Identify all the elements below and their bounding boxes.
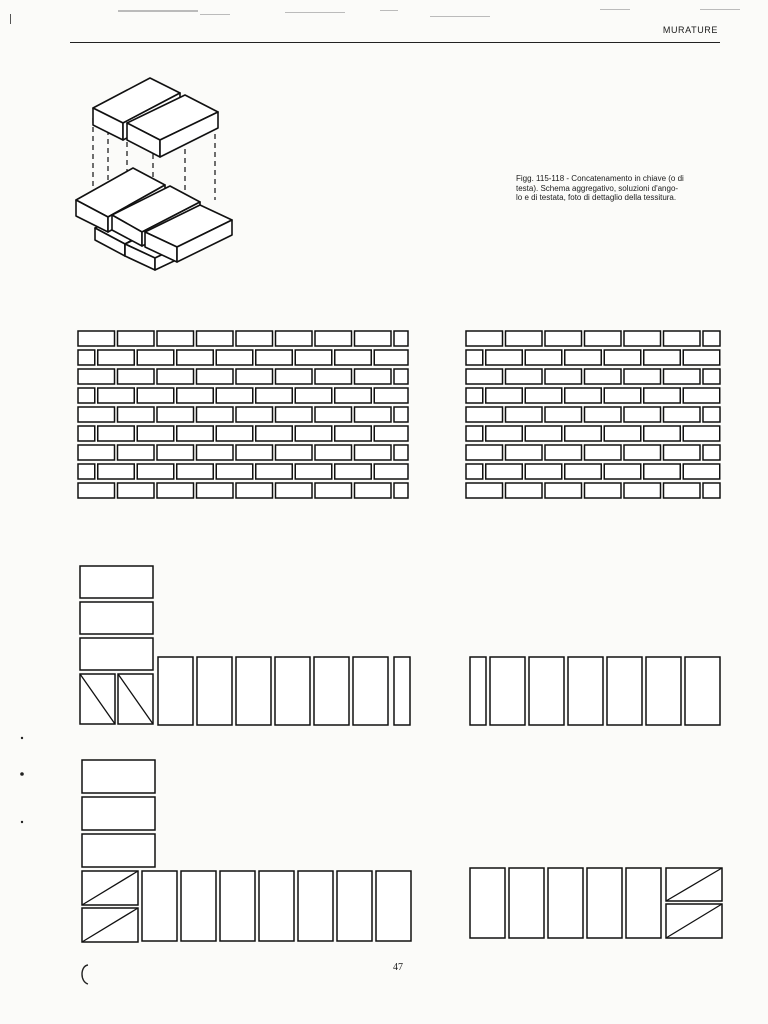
brick xyxy=(82,834,155,867)
wall-brick xyxy=(177,426,214,441)
wall-brick xyxy=(644,350,681,365)
wall-brick xyxy=(236,369,273,384)
wall-brick xyxy=(78,350,95,365)
wall-brick xyxy=(525,464,562,479)
wall-brick xyxy=(295,464,332,479)
wall-brick xyxy=(98,464,135,479)
wall-brick xyxy=(98,426,135,441)
caption-line: lo e di testata, foto di dettaglio della tessitura. xyxy=(516,193,677,202)
wall-brick xyxy=(295,350,332,365)
wall-brick xyxy=(315,445,352,460)
brick xyxy=(298,871,333,941)
wall-brick xyxy=(624,445,661,460)
wall-brick xyxy=(466,388,483,403)
wall-brick xyxy=(604,350,641,365)
wall-brick xyxy=(137,464,174,479)
wall-brick xyxy=(197,331,234,346)
wall-brick xyxy=(565,388,602,403)
wall-brick xyxy=(256,426,293,441)
wall-brick xyxy=(644,426,681,441)
wall-brick xyxy=(236,331,273,346)
wall-brick xyxy=(525,388,562,403)
wall-brick xyxy=(236,407,273,422)
wall-brick xyxy=(335,388,372,403)
brick xyxy=(353,657,388,725)
wall-brick xyxy=(545,369,582,384)
wall-brick xyxy=(355,331,392,346)
brick xyxy=(607,657,642,725)
wall-brick xyxy=(78,464,95,479)
wall-brick xyxy=(177,388,214,403)
wall-brick xyxy=(315,331,352,346)
brick xyxy=(646,657,681,725)
wall-brick xyxy=(486,426,523,441)
margin-mark-curve xyxy=(82,965,88,984)
wall-brick xyxy=(157,331,194,346)
wall-brick xyxy=(157,369,194,384)
wall-brick xyxy=(197,483,234,498)
brick xyxy=(470,657,486,725)
isometric-figure xyxy=(76,78,232,270)
wall-brick xyxy=(664,445,701,460)
wall-brick xyxy=(506,483,543,498)
wall-brick xyxy=(355,369,392,384)
wall-brick xyxy=(295,426,332,441)
wall-brick xyxy=(604,426,641,441)
wall-brick xyxy=(466,464,483,479)
wall-brick xyxy=(683,426,720,441)
wall-brick xyxy=(664,331,701,346)
wall-brick xyxy=(118,331,155,346)
brick xyxy=(394,657,410,725)
wall-brick xyxy=(466,426,483,441)
wall-brick xyxy=(335,426,372,441)
wall-brick xyxy=(394,369,408,384)
wall-brick xyxy=(78,483,115,498)
wall-brick xyxy=(216,464,253,479)
wall-brick xyxy=(157,407,194,422)
wall-brick xyxy=(624,483,661,498)
wall-brick xyxy=(585,483,622,498)
brick xyxy=(587,868,622,938)
brick xyxy=(82,760,155,793)
wall-brick xyxy=(78,369,115,384)
wall-brick xyxy=(664,369,701,384)
wall-brick xyxy=(506,407,543,422)
brick xyxy=(626,868,661,938)
wall-brick xyxy=(545,407,582,422)
wall-brick xyxy=(335,350,372,365)
wall-brick xyxy=(394,331,408,346)
brick xyxy=(548,868,583,938)
brick xyxy=(259,871,294,941)
end-plan-b xyxy=(470,868,722,938)
wall-brick xyxy=(525,426,562,441)
wall-brick xyxy=(276,331,313,346)
wall-brick xyxy=(216,350,253,365)
wall-brick xyxy=(664,407,701,422)
wall-brick xyxy=(506,445,543,460)
wall-brick xyxy=(545,445,582,460)
page-number: 47 xyxy=(393,962,403,973)
wall-brick xyxy=(703,483,720,498)
brick xyxy=(529,657,564,725)
brick xyxy=(80,638,153,670)
wall-brick xyxy=(355,483,392,498)
wall-brick xyxy=(644,388,681,403)
wall-brick xyxy=(466,331,503,346)
brick xyxy=(82,797,155,830)
wall-brick xyxy=(486,350,523,365)
wall-brick xyxy=(256,350,293,365)
wall-brick xyxy=(624,331,661,346)
wall-brick xyxy=(78,426,95,441)
wall-brick xyxy=(545,483,582,498)
wall-brick xyxy=(118,369,155,384)
wall-brick xyxy=(374,350,408,365)
wall-brick xyxy=(98,350,135,365)
wall-brick xyxy=(236,445,273,460)
wall-brick xyxy=(177,350,214,365)
wall-brick xyxy=(118,483,155,498)
wall-brick xyxy=(236,483,273,498)
brick xyxy=(80,566,153,598)
wall-brick xyxy=(565,350,602,365)
wall-brick xyxy=(703,407,720,422)
brick xyxy=(314,657,349,725)
wall-brick xyxy=(466,483,503,498)
wall-brick xyxy=(315,483,352,498)
brick xyxy=(490,657,525,725)
brick xyxy=(181,871,216,941)
wall-brick xyxy=(374,426,408,441)
brick xyxy=(80,602,153,634)
wall-brick xyxy=(466,369,503,384)
end-plan-a xyxy=(470,657,720,725)
wall-brick xyxy=(565,426,602,441)
corner-plan-a xyxy=(80,566,410,725)
brick xyxy=(275,657,310,725)
wall-brick xyxy=(585,407,622,422)
wall-brick xyxy=(256,464,293,479)
margin-marks xyxy=(20,737,24,823)
wall-brick xyxy=(157,445,194,460)
wall-brick xyxy=(506,369,543,384)
wall-brick xyxy=(157,483,194,498)
wall-brick xyxy=(295,388,332,403)
wall-brick xyxy=(256,388,293,403)
wall-brick xyxy=(585,369,622,384)
wall-brick xyxy=(276,369,313,384)
wall-brick xyxy=(276,407,313,422)
wall-brick xyxy=(137,388,174,403)
wall-brick xyxy=(355,407,392,422)
wall-brick xyxy=(604,464,641,479)
wall-brick xyxy=(78,407,115,422)
section-title: MURATURE xyxy=(662,25,718,35)
wall-brick xyxy=(276,483,313,498)
wall-brick xyxy=(78,331,115,346)
wall-brick xyxy=(276,445,313,460)
wall-brick xyxy=(624,369,661,384)
wall-brick xyxy=(197,445,234,460)
wall-brick xyxy=(486,464,523,479)
wall-brick xyxy=(703,331,720,346)
wall-brick xyxy=(374,464,408,479)
brick xyxy=(685,657,720,725)
wall-brick xyxy=(315,407,352,422)
wall-brick xyxy=(177,464,214,479)
wall-brick xyxy=(118,445,155,460)
wall-brick xyxy=(78,388,95,403)
wall-brick xyxy=(703,445,720,460)
brick xyxy=(470,868,505,938)
wall-brick xyxy=(466,407,503,422)
brick xyxy=(236,657,271,725)
wall-brick xyxy=(335,464,372,479)
wall-brick xyxy=(644,464,681,479)
brick xyxy=(376,871,411,941)
caption-line: Figg. 115-118 - Concatenamento in chiave (o di xyxy=(516,174,684,183)
wall-brick xyxy=(216,388,253,403)
wall-brick xyxy=(525,350,562,365)
wall-brick xyxy=(78,445,115,460)
wall-brick xyxy=(683,464,720,479)
wall-brick xyxy=(585,445,622,460)
wall-brick xyxy=(98,388,135,403)
wall-brick xyxy=(683,388,720,403)
wall-brick xyxy=(545,331,582,346)
wall-brick xyxy=(137,426,174,441)
wall-brick xyxy=(466,350,483,365)
corner-plan-b xyxy=(82,760,411,942)
wall-brick xyxy=(197,369,234,384)
brick xyxy=(142,871,177,941)
brick xyxy=(509,868,544,938)
wall-brick xyxy=(664,483,701,498)
wall-brick xyxy=(118,407,155,422)
wall-brick xyxy=(565,464,602,479)
brick xyxy=(568,657,603,725)
wall-brick xyxy=(624,407,661,422)
wall-brick xyxy=(506,331,543,346)
brick xyxy=(337,871,372,941)
wall-brick xyxy=(604,388,641,403)
brick xyxy=(197,657,232,725)
wall-brick xyxy=(315,369,352,384)
wall-brick xyxy=(355,445,392,460)
wall-brick xyxy=(683,350,720,365)
wall-elevation-right xyxy=(466,331,720,498)
brick xyxy=(220,871,255,941)
wall-brick xyxy=(137,350,174,365)
wall-elevation-left xyxy=(78,331,408,498)
wall-brick xyxy=(394,407,408,422)
wall-brick xyxy=(585,331,622,346)
brick xyxy=(158,657,193,725)
wall-brick xyxy=(703,369,720,384)
wall-brick xyxy=(216,426,253,441)
wall-brick xyxy=(394,445,408,460)
wall-brick xyxy=(466,445,503,460)
wall-brick xyxy=(394,483,408,498)
wall-brick xyxy=(374,388,408,403)
wall-brick xyxy=(486,388,523,403)
caption-line: testa). Schema aggregativo, soluzioni d'ango- xyxy=(516,183,679,193)
wall-brick xyxy=(197,407,234,422)
